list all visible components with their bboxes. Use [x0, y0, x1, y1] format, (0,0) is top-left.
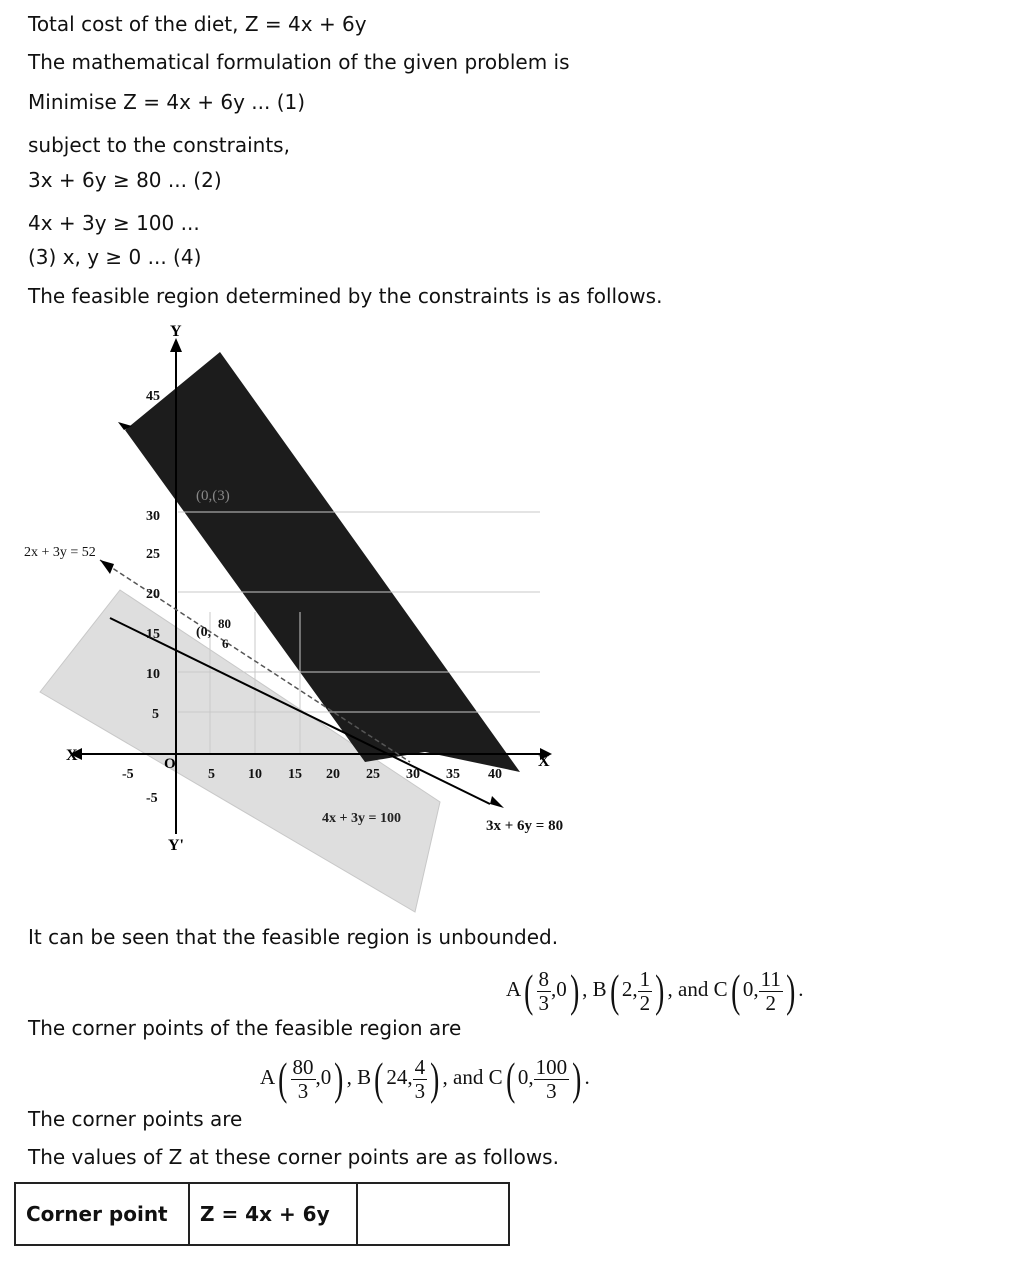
corner2-A-num: 80: [292, 1055, 314, 1080]
text-minimise: Minimise Z = 4x + 6y ... (1): [28, 90, 306, 114]
label-2x3y: 2x + 3y = 52: [24, 545, 96, 560]
x-tick-neg5: -5: [122, 767, 134, 782]
label-4x3y: 4x + 3y = 100: [322, 811, 401, 826]
corner1-A-den: 3: [538, 990, 549, 1015]
y-tick-5: 5: [152, 707, 159, 722]
y-tick-10: 10: [146, 667, 160, 682]
text-unbounded: It can be seen that the feasible region is unbounded.: [28, 925, 559, 949]
corner1-B-den: 2: [639, 990, 651, 1015]
corner-points-expr-1: A( $\frac{8}{3}$ ,0) , B( 2, $\frac{1}{2}$ ) , and C( 0, $\frac{11}{2}$ ) .: [506, 965, 804, 1016]
y-tick-45: 45: [146, 389, 160, 404]
label-point-mid: (0,: [196, 625, 212, 640]
y-tick-15: 15: [146, 627, 160, 642]
text-total-cost: Total cost of the diet, Z = 4x + 6y: [28, 12, 367, 36]
label-3x6y: 3x + 6y = 80: [486, 818, 564, 834]
corner1-and: , and C: [667, 976, 728, 1001]
x-tick-25: 25: [366, 767, 380, 782]
text-values-of-z: The values of Z at these corner points are as follows.: [28, 1145, 559, 1169]
corner-points-expr-2: A( $\frac{80}{3}$ ,0) , B( 24, $\frac{4}{3}$ ) , and C( 0, $\frac{100}{3}$ ) .: [260, 1053, 590, 1104]
axis-label-y: Y: [170, 323, 182, 340]
x-tick-40: 40: [488, 767, 502, 782]
corner2-C-num: 100: [535, 1055, 568, 1080]
corner1-A: A: [506, 976, 522, 1001]
corner2-C-den: 3: [546, 1078, 557, 1103]
corner2-B-num: 4: [414, 1055, 426, 1080]
origin-label: O: [164, 756, 176, 772]
y-axis-arrow-up: [170, 338, 182, 352]
corner1-B: B: [592, 976, 607, 1001]
table-header-empty: [357, 1183, 509, 1245]
y-tick-25: 25: [146, 547, 160, 562]
z-values-table: [14, 1182, 510, 1246]
table-header-row: [15, 1183, 509, 1245]
axis-label-x: X: [538, 753, 550, 770]
text-corner-points-feasible: The corner points of the feasible region are: [28, 1016, 462, 1040]
text-formulation: The mathematical formulation of the given problem is: [28, 50, 570, 74]
corner2-C-head: 0,: [517, 1064, 534, 1089]
x-tick-20: 20: [326, 767, 340, 782]
corner2-and: , and C: [442, 1064, 503, 1089]
table-header-corner-point: Corner point: [15, 1183, 189, 1245]
corner1-C-num: 11: [760, 967, 781, 992]
corner2-A-den: 3: [297, 1078, 309, 1103]
corner2-B-den: 3: [414, 1078, 426, 1103]
corner2-B: B: [357, 1064, 372, 1089]
text-constraint-4: (3) x, y ≥ 0 ... (4): [28, 245, 202, 269]
line-2x3y-arrow: [100, 560, 114, 574]
corner1-C-head: 0,: [742, 976, 759, 1001]
axis-label-x-prime: X': [66, 747, 82, 764]
text-constraint-2: 3x + 6y ≥ 80 ... (2): [28, 168, 222, 192]
label-point-mid-num: 80: [218, 616, 231, 631]
y-tick-neg5: -5: [146, 791, 158, 806]
x-tick-35: 35: [446, 767, 460, 782]
text-constraint-3: 4x + 3y ≥ 100 ...: [28, 211, 200, 235]
corner1-C-den: 2: [765, 990, 777, 1015]
text-feasible-intro: The feasible region determined by the constraints is as follows.: [28, 284, 663, 308]
x-tick-10: 10: [248, 767, 262, 782]
corner2-B-head: 24,: [386, 1064, 413, 1089]
label-point-mid-den: 6: [222, 636, 229, 651]
feasible-region-graph: [20, 322, 620, 922]
line-3x6y-arrow: [490, 796, 504, 808]
x-tick-15: 15: [288, 767, 302, 782]
corner1-B-num: 1: [639, 967, 651, 992]
corner2-A-tail: ,0: [315, 1064, 332, 1089]
corner1-B-head: 2,: [621, 976, 638, 1001]
text-corner-points: The corner points are: [28, 1107, 243, 1131]
y-tick-20: 20: [146, 587, 160, 602]
x-tick-30: 30: [406, 767, 420, 782]
corner1-A-tail: ,0: [551, 976, 567, 1001]
table-header-z: Z = 4x + 6y: [189, 1183, 357, 1245]
text-subject-to: subject to the constraints,: [28, 133, 290, 157]
axis-label-y-prime: Y': [168, 837, 184, 854]
x-tick-5: 5: [208, 767, 215, 782]
label-point-top: (0,(3): [196, 488, 230, 504]
y-tick-30: 30: [146, 509, 160, 524]
corner1-A-num: 8: [538, 967, 549, 992]
corner2-A: A: [260, 1064, 276, 1089]
